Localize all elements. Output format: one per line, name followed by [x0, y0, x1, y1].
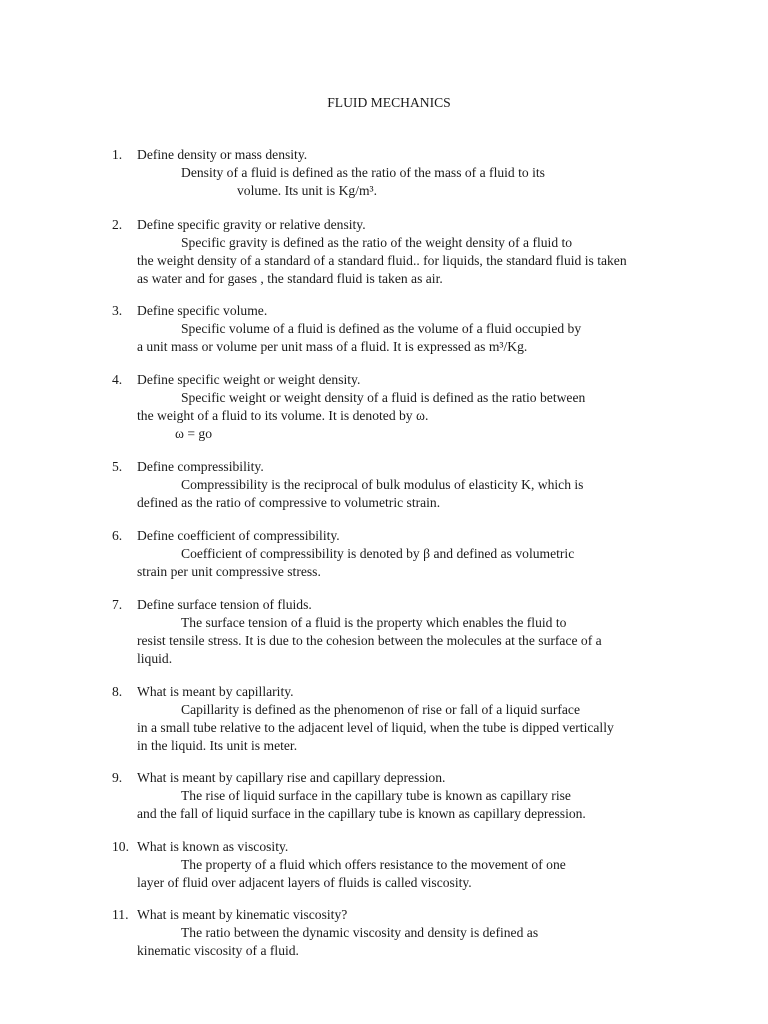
answer-line: Capillarity is defined as the phenomenon of rise or fall of a liquid surface [181, 702, 581, 717]
question-number: 11. [112, 907, 129, 922]
answer-line: the weight density of a standard of a standard fluid.. for liquids, the standard fluid is taken [137, 253, 627, 268]
question-number: 4. [112, 372, 123, 387]
answer-line: in the liquid. Its unit is meter. [137, 738, 298, 753]
answer-line: kinematic viscosity of a fluid. [137, 943, 299, 958]
answer [137, 614, 712, 668]
answer [137, 924, 712, 960]
answer-line: defined as the ratio of compressive to volumetric strain. [137, 495, 441, 510]
question-number: 5. [112, 459, 123, 474]
question-number: 10. [112, 839, 129, 854]
answer-line: The surface tension of a fluid is the property which enables the fluid to [181, 615, 567, 630]
question-number: 7. [112, 597, 123, 612]
answer [137, 545, 712, 581]
answer-line: ω = go [175, 426, 213, 441]
answer [137, 856, 712, 892]
answer [137, 389, 712, 443]
answer [137, 320, 712, 356]
question-number: 9. [112, 770, 123, 785]
answer-line: Specific gravity is defined as the ratio of the weight density of a fluid to [181, 235, 573, 250]
answer-line: volume. Its unit is Kg/m³. [237, 183, 378, 198]
question-number: 8. [112, 684, 123, 699]
answer-line: in a small tube relative to the adjacent level of liquid, when the tube is dipped vertically [137, 720, 614, 735]
question-text: Define density or mass density. [137, 147, 308, 162]
answer-line: resist tensile stress. It is due to the cohesion between the molecules at the surface of a [137, 633, 602, 648]
answer-line: The ratio between the dynamic viscosity and density is defined as [181, 925, 539, 940]
question-number: 2. [112, 217, 123, 232]
question-text: What is meant by capillarity. [137, 684, 294, 699]
answer-line: Specific volume of a fluid is defined as the volume of a fluid occupied by [181, 321, 582, 336]
answer [137, 164, 712, 200]
question-text: What is meant by kinematic viscosity? [137, 907, 348, 922]
answer-line: as water and for gases , the standard fluid is taken as air. [137, 271, 443, 286]
answer-line: Compressibility is the reciprocal of bulk modulus of elasticity K, which is [181, 477, 584, 492]
question-text: Define compressibility. [137, 459, 264, 474]
answer [137, 787, 712, 823]
answer-line: Density of a fluid is defined as the ratio of the mass of a fluid to its [181, 165, 545, 180]
answer [137, 476, 712, 512]
question-text: Define coefficient of compressibility. [137, 528, 340, 543]
question-text: Define specific weight or weight density. [137, 372, 361, 387]
answer-line: Coefficient of compressibility is denoted by β and defined as volumetric [181, 546, 575, 561]
page-title: FLUID MECHANICS [327, 95, 451, 110]
answer-line: The rise of liquid surface in the capillary tube is known as capillary rise [181, 788, 571, 803]
question-text: Define surface tension of fluids. [137, 597, 312, 612]
question-text: What is known as viscosity. [137, 839, 289, 854]
question-text: Define specific gravity or relative density. [137, 217, 366, 232]
answer [137, 234, 712, 288]
answer-line: layer of fluid over adjacent layers of fluids is called viscosity. [137, 875, 472, 890]
answer-line: a unit mass or volume per unit mass of a fluid. It is expressed as m³/Kg. [137, 339, 528, 354]
answer [137, 701, 712, 755]
question-number: 6. [112, 528, 123, 543]
answer-line: strain per unit compressive stress. [137, 564, 321, 579]
question-number: 3. [112, 303, 123, 318]
question-text: What is meant by capillary rise and capillary depression. [137, 770, 446, 785]
answer-line: liquid. [137, 651, 173, 666]
answer-line: the weight of a fluid to its volume. It is denoted by ω. [137, 408, 429, 423]
answer-line: and the fall of liquid surface in the capillary tube is known as capillary depression. [137, 806, 586, 821]
question-text: Define specific volume. [137, 303, 268, 318]
answer-line: The property of a fluid which offers resistance to the movement of one [181, 857, 566, 872]
answer-line: Specific weight or weight density of a fluid is defined as the ratio between [181, 390, 586, 405]
question-number: 1. [112, 147, 123, 162]
